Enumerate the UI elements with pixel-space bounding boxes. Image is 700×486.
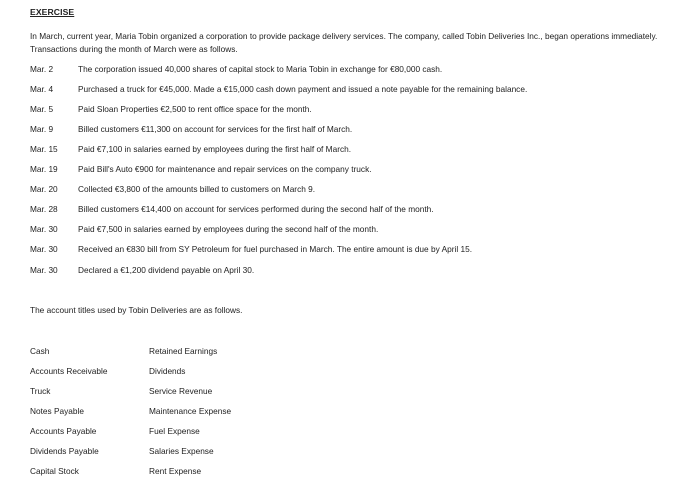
transaction-date: Mar. 4 xyxy=(30,84,54,94)
transaction-text: Paid €7,100 in salaries earned by employees during the first half of March. xyxy=(78,144,352,154)
transaction-date: Mar. 20 xyxy=(30,184,58,194)
transaction-row xyxy=(30,243,472,255)
exercise-heading: EXERCISE xyxy=(30,7,75,17)
transaction-text: The corporation issued 40,000 shares of capital stock to Maria Tobin in exchange for €80,000 cash. xyxy=(78,64,443,74)
transaction-row xyxy=(30,103,312,115)
transaction-date: Mar. 9 xyxy=(30,124,54,134)
account-title: Service Revenue xyxy=(149,386,213,396)
transaction-row xyxy=(30,203,434,215)
transaction-date: Mar. 5 xyxy=(30,104,54,114)
transaction-text: Paid Sloan Properties €2,500 to rent office space for the month. xyxy=(78,104,312,114)
account-title: Capital Stock xyxy=(30,466,79,476)
transaction-text: Paid €7,500 in salaries earned by employees during the second half of the month. xyxy=(78,224,379,234)
account-title: Maintenance Expense xyxy=(149,406,232,416)
account-title: Truck xyxy=(30,386,51,396)
account-title: Dividends Payable xyxy=(30,446,99,456)
intro-paragraph: In March, current year, Maria Tobin organized a corporation to provide package delivery services. The company, called Tobin Deliveries Inc., began operations immediately. Transactions during the month of March were as follows. xyxy=(30,31,658,54)
account-title: Retained Earnings xyxy=(149,346,218,356)
transaction-text: Purchased a truck for €45,000. Made a €15,000 cash down payment and issued a note payable for the remaining balance. xyxy=(78,84,528,94)
transaction-date: Mar. 30 xyxy=(30,244,58,254)
account-titles-intro: The account titles used by Tobin Deliveries are as follows. xyxy=(30,305,243,315)
transaction-date: Mar. 30 xyxy=(30,224,58,234)
transaction-row xyxy=(30,183,315,195)
transaction-row xyxy=(30,264,254,276)
transaction-row xyxy=(30,163,372,175)
account-title: Cash xyxy=(30,346,50,356)
transaction-text: Billed customers €14,400 on account for services performed during the second half of the month. xyxy=(78,204,434,214)
transaction-date: Mar. 15 xyxy=(30,144,58,154)
transaction-date: Mar. 2 xyxy=(30,64,54,74)
account-title: Rent Expense xyxy=(149,466,202,476)
transaction-text: Billed customers €11,300 on account for services for the first half of March. xyxy=(78,124,353,134)
transaction-date: Mar. 19 xyxy=(30,164,58,174)
transaction-row xyxy=(30,223,378,235)
account-title: Fuel Expense xyxy=(149,426,200,436)
account-title: Salaries Expense xyxy=(149,446,214,456)
account-title: Notes Payable xyxy=(30,406,84,416)
transaction-row xyxy=(30,123,352,135)
transaction-date: Mar. 30 xyxy=(30,265,58,275)
transaction-text: Collected €3,800 of the amounts billed to customers on March 9. xyxy=(78,184,316,194)
transaction-row xyxy=(30,83,527,95)
transaction-row xyxy=(30,63,442,75)
transaction-text: Received an €830 bill from SY Petroleum for fuel purchased in March. The entire amount is due by April 15. xyxy=(78,244,473,254)
account-title: Accounts Payable xyxy=(30,426,97,436)
transaction-text: Paid Bill's Auto €900 for maintenance and repair services on the company truck. xyxy=(78,164,372,174)
account-title: Accounts Receivable xyxy=(30,366,108,376)
transaction-date: Mar. 28 xyxy=(30,204,58,214)
transaction-row xyxy=(30,143,351,155)
transaction-text: Declared a €1,200 dividend payable on April 30. xyxy=(78,265,255,275)
account-title: Dividends xyxy=(149,366,186,376)
